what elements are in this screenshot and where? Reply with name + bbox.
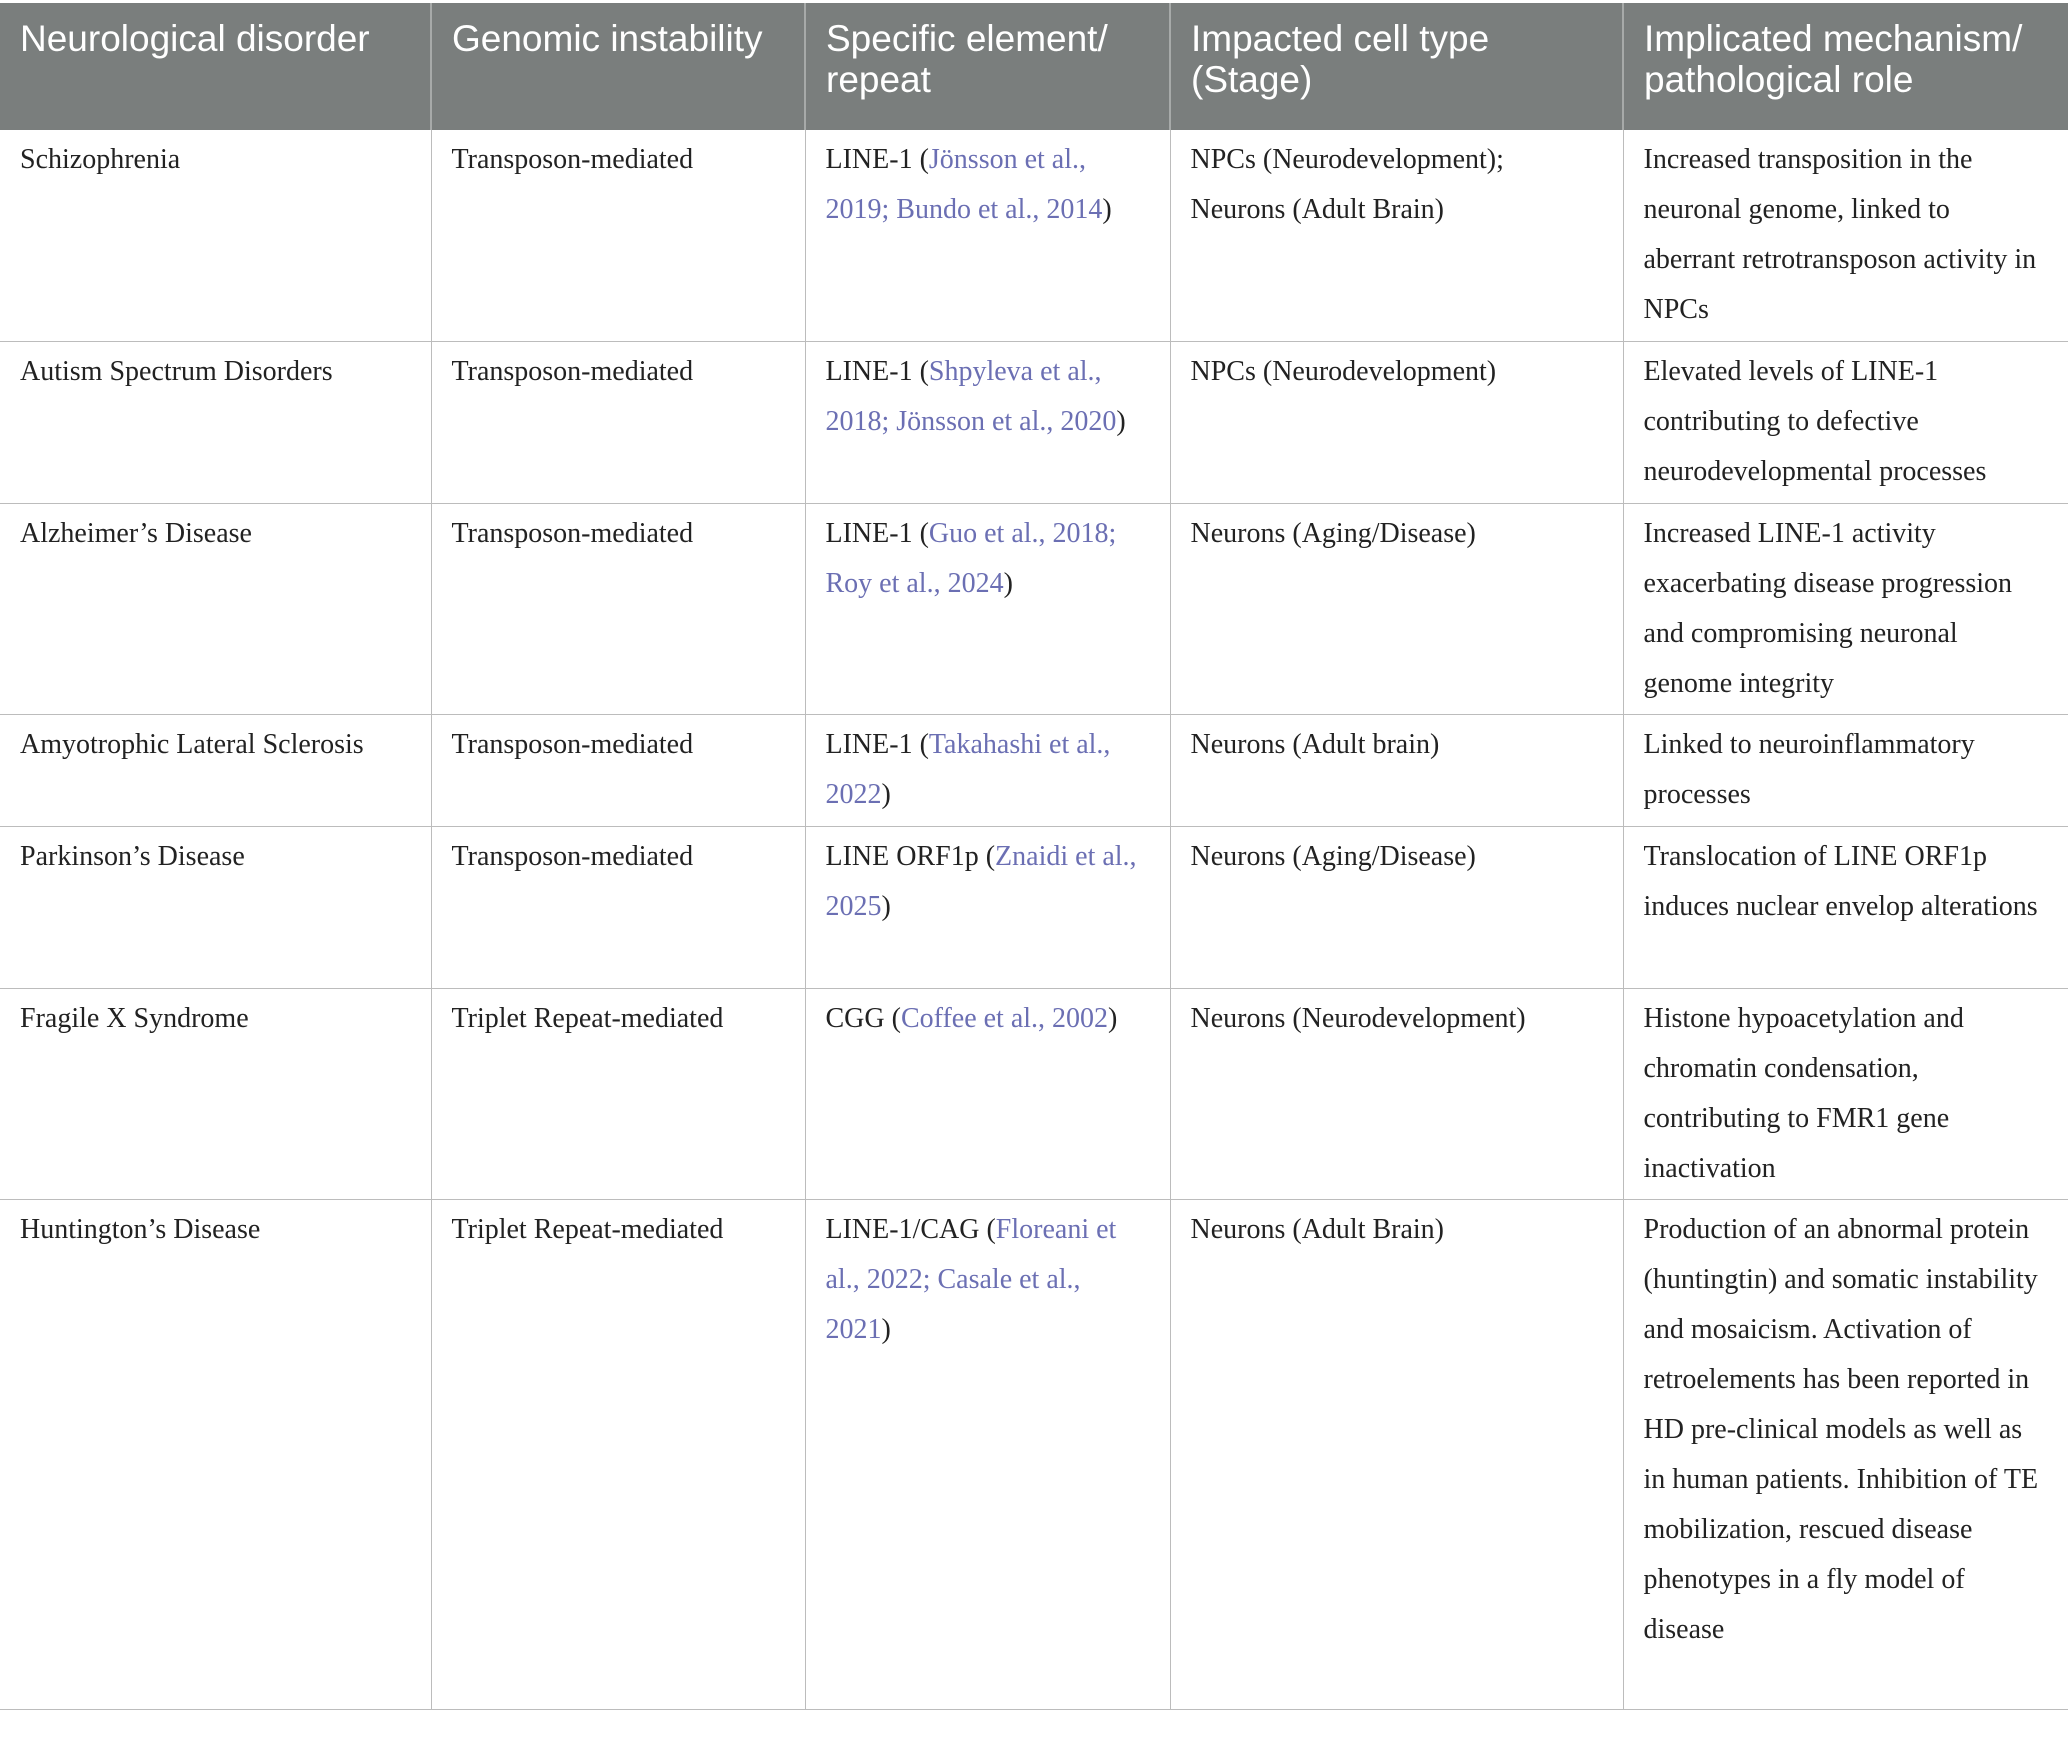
citation-link[interactable]: Jönsson et al., 2019; Bundo et al., 2014 [825, 144, 1103, 225]
table-row [0, 988, 2068, 1199]
cell-cell-type: NPCs (Neurodevelopment) [1170, 341, 1623, 503]
cell-cell-type: Neurons (Aging/Disease) [1170, 826, 1623, 988]
cell-cell-type: Neurons (Aging/Disease) [1170, 503, 1623, 714]
header-neurological-disorder: Neurological disorder [0, 3, 431, 130]
table-row [0, 341, 2068, 503]
cell-element [805, 826, 1170, 988]
cell-cell-type: Neurons (Adult brain) [1170, 714, 1623, 826]
cell-disorder: Amyotrophic Lateral Sclerosis [0, 714, 431, 826]
table-row [0, 1199, 2068, 1709]
table-row [0, 826, 2068, 988]
element-close: ) [1116, 405, 1126, 437]
cell-disorder: Fragile X Syndrome [0, 988, 431, 1199]
element-text: LINE-1 ( [825, 728, 929, 760]
element-close: ) [1108, 1002, 1118, 1034]
cell-instability: Triplet Repeat-mediated [431, 1199, 805, 1709]
cell-cell-type: Neurons (Adult Brain) [1170, 1199, 1623, 1709]
header-specific-element: Specific element/ repeat [805, 3, 1170, 130]
header-genomic-instability: Genomic instability [431, 3, 805, 130]
citation-link[interactable]: Coffee et al., 2002 [900, 1002, 1109, 1034]
cell-element [805, 130, 1170, 341]
cell-mechanism: Increased LINE-1 activity exacerbating disease progression and compromising neuronal genome integrity [1623, 503, 2068, 714]
citation-link[interactable]: Znaidi et al., 2025 [825, 840, 1137, 922]
table-body [0, 130, 2068, 1709]
header-row [0, 3, 2068, 130]
cell-disorder: Huntington’s Disease [0, 1199, 431, 1709]
cell-mechanism: Increased transposition in the neuronal genome, linked to aberrant retrotransposon activity in NPCs [1623, 130, 2068, 341]
cell-instability: Transposon-mediated [431, 503, 805, 714]
cell-element [805, 503, 1170, 714]
element-close: ) [1003, 567, 1013, 599]
element-close: ) [881, 1313, 891, 1345]
citation-link[interactable]: Floreani et al., 2022; Casale et al., 2021 [825, 1213, 1117, 1345]
cell-instability: Transposon-mediated [431, 341, 805, 503]
cell-cell-type: Neurons (Neurodevelopment) [1170, 988, 1623, 1199]
cell-mechanism: Translocation of LINE ORF1p induces nuclear envelop alterations [1623, 826, 2068, 988]
cell-element [805, 1199, 1170, 1709]
table-row [0, 503, 2068, 714]
cell-mechanism: Production of an abnormal protein (huntingtin) and somatic instability and mosaicism. Activation of retroelements has been reported in HD pre-clinical models as well as in human patients. Inhibition of TE mobilization, rescued disease phenotypes in a fly model of disease [1623, 1199, 2068, 1709]
cell-mechanism: Histone hypoacetylation and chromatin condensation, contributing to FMR1 gene inactivation [1623, 988, 2068, 1199]
table-header [0, 3, 2068, 130]
cell-instability: Triplet Repeat-mediated [431, 988, 805, 1199]
cell-instability: Transposon-mediated [431, 130, 805, 341]
element-text: LINE-1 ( [825, 144, 929, 175]
cell-disorder: Schizophrenia [0, 130, 431, 341]
cell-element [805, 341, 1170, 503]
cell-disorder: Parkinson’s Disease [0, 826, 431, 988]
element-text: LINE ORF1p ( [825, 840, 996, 872]
cell-cell-type: NPCs (Neurodevelopment); Neurons (Adult Brain) [1170, 130, 1623, 341]
element-close: ) [1102, 194, 1112, 225]
citation-link[interactable]: Shpyleva et al., 2018; Jönsson et al., 2020 [825, 355, 1117, 437]
header-implicated-mechanism: Implicated mechanism/ pathological role [1623, 3, 2068, 130]
element-text: LINE-1/CAG ( [825, 1213, 996, 1245]
citation-link[interactable]: Takahashi et al., 2022 [825, 728, 1111, 810]
cell-mechanism: Elevated levels of LINE-1 contributing to defective neurodevelopmental processes [1623, 341, 2068, 503]
element-close: ) [881, 890, 891, 922]
element-close: ) [881, 778, 891, 810]
cell-instability: Transposon-mediated [431, 714, 805, 826]
table-row [0, 130, 2068, 341]
cell-instability: Transposon-mediated [431, 826, 805, 988]
disorders-table [0, 3, 2068, 1710]
cell-mechanism: Linked to neuroinflammatory processes [1623, 714, 2068, 826]
header-impacted-cell-type: Impacted cell type (Stage) [1170, 3, 1623, 130]
cell-disorder: Autism Spectrum Disorders [0, 341, 431, 503]
element-text: LINE-1 ( [825, 517, 929, 549]
element-text: CGG ( [825, 1002, 901, 1034]
cell-element [805, 714, 1170, 826]
table-row [0, 714, 2068, 826]
citation-link[interactable]: Guo et al., 2018; Roy et al., 2024 [825, 517, 1117, 599]
cell-element [805, 988, 1170, 1199]
element-text: LINE-1 ( [825, 355, 929, 387]
cell-disorder: Alzheimer’s Disease [0, 503, 431, 714]
